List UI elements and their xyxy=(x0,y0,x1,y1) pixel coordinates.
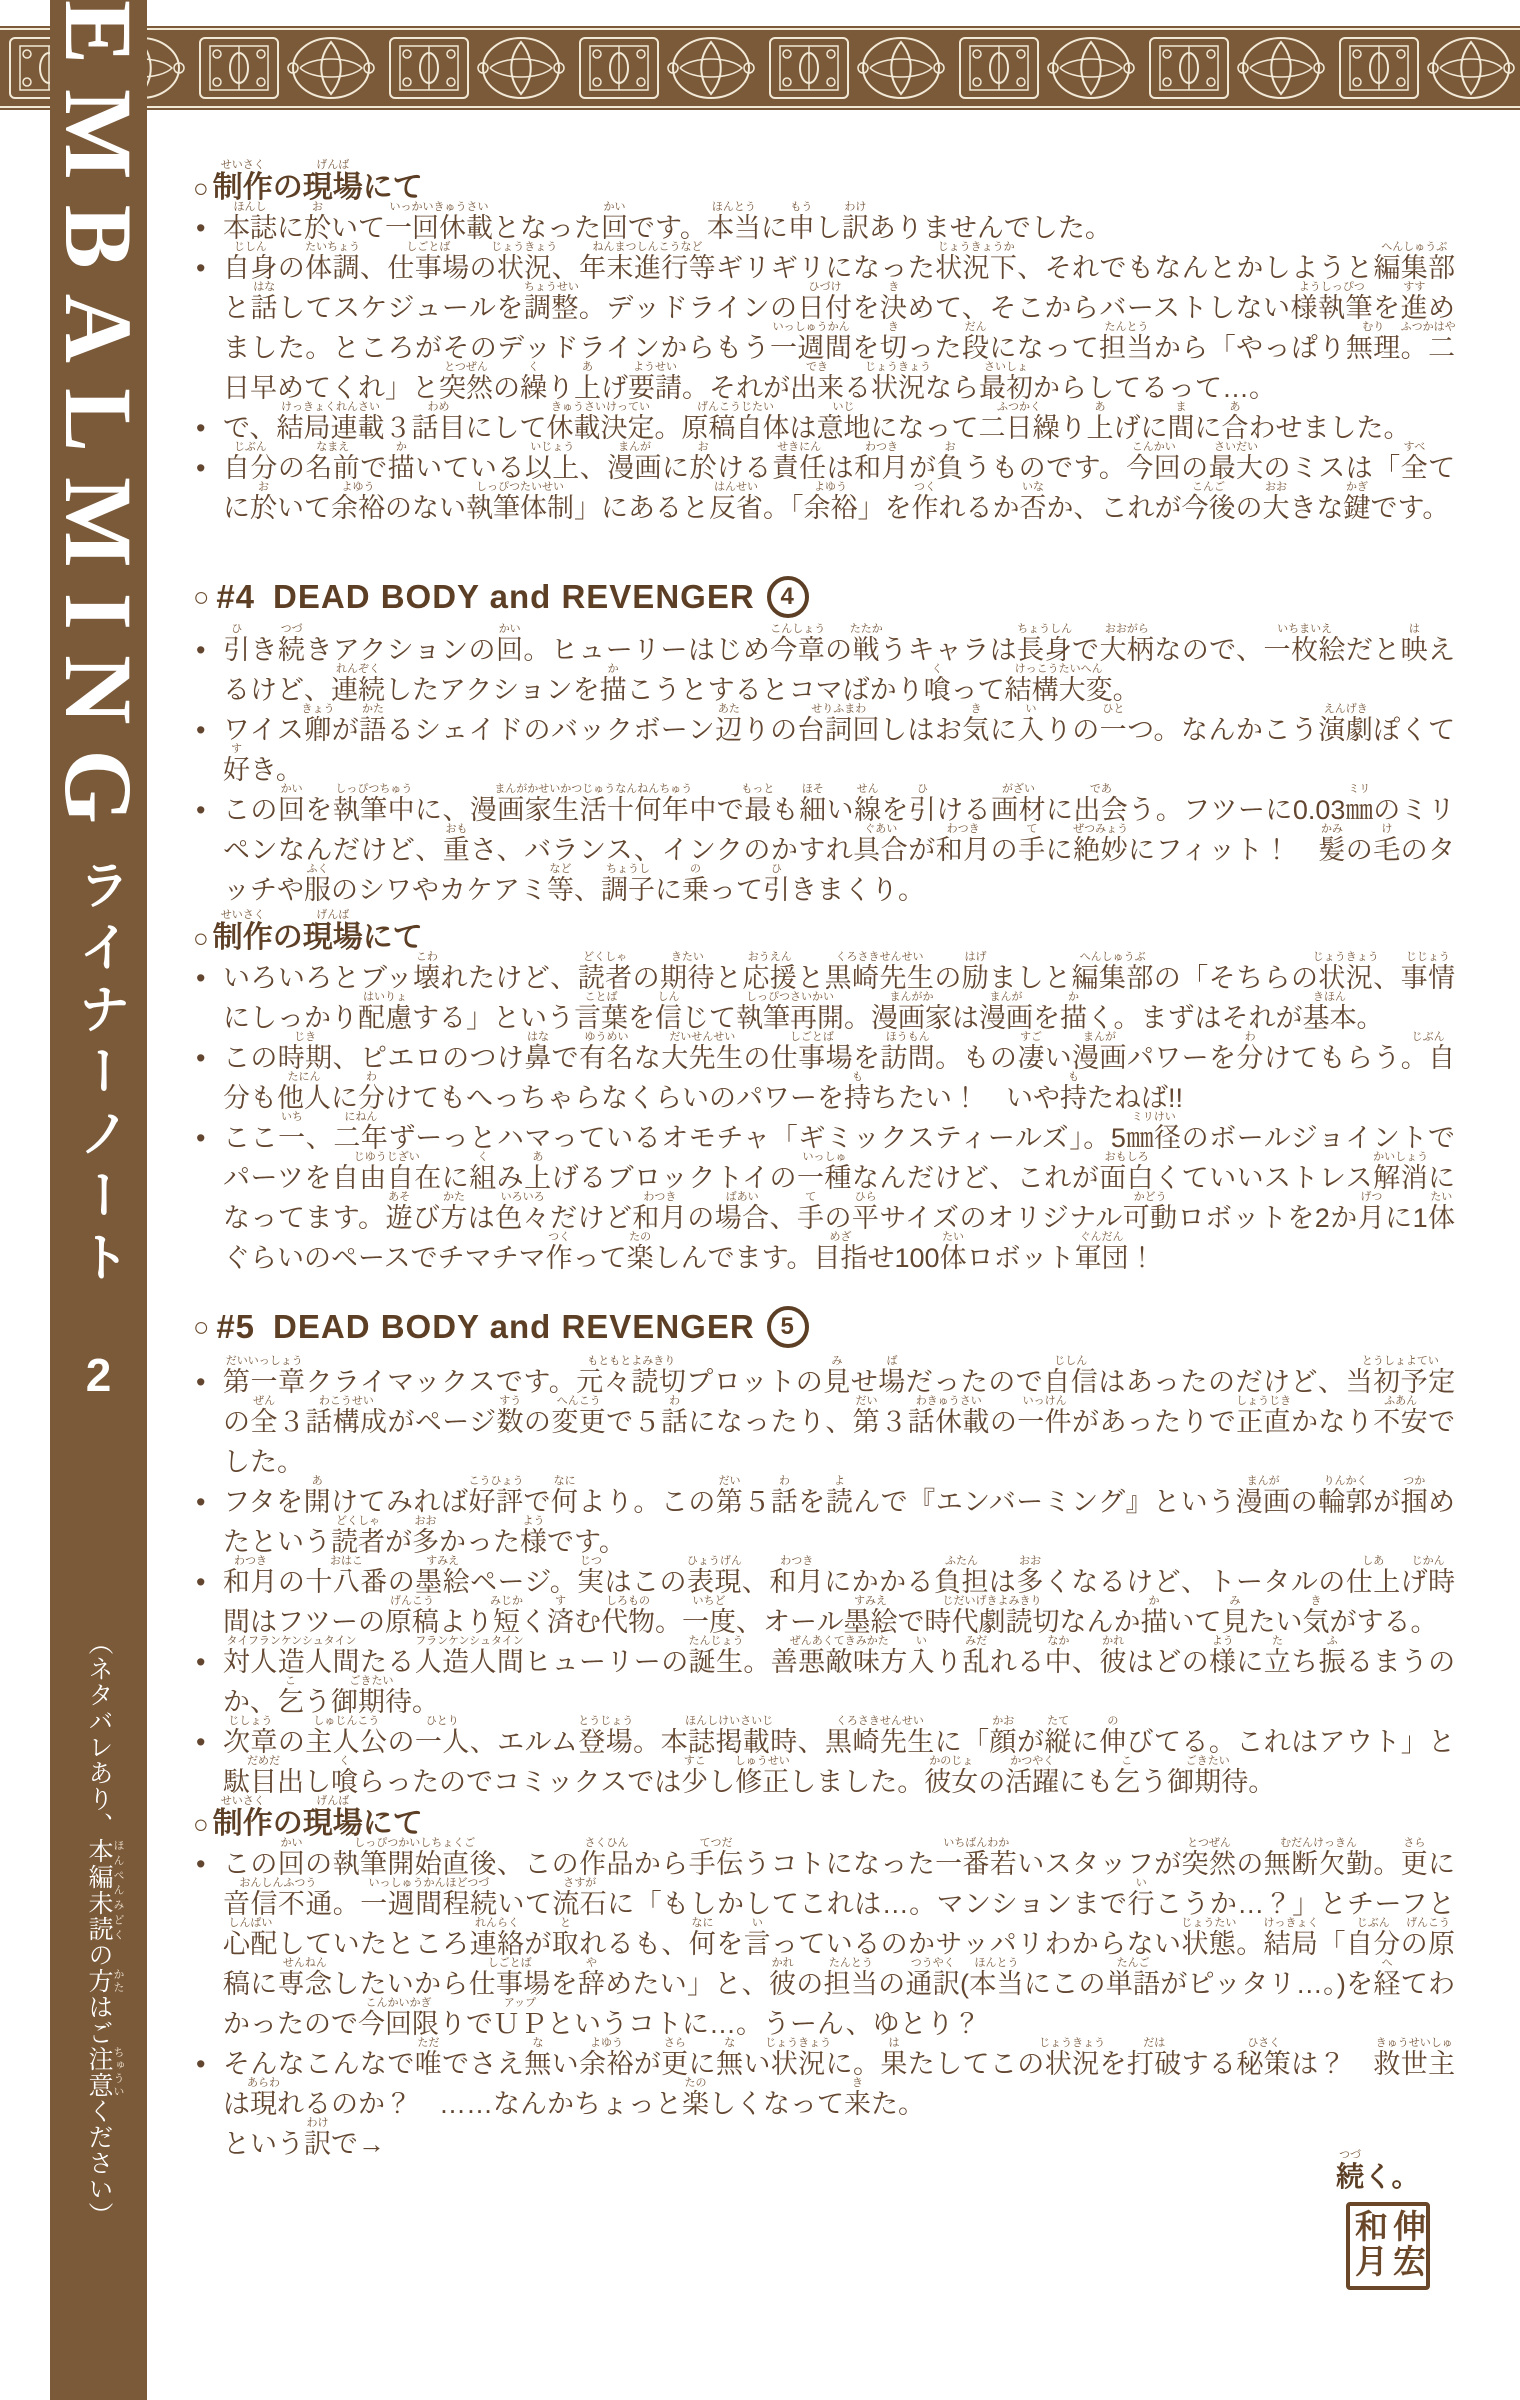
liner-notes-body xyxy=(193,159,1456,2164)
episode-circle-number: 5 xyxy=(767,1306,809,1348)
episode-4-header xyxy=(193,574,1455,620)
episode-title: DEAD BODY and REVENGER xyxy=(273,1308,755,1345)
note-item: • 引 ひ き続 つづ きアクションの回 かい 。ヒューリーはじめ今章 こんしょう の戦 たたか うキャラは長身 ちょうしん で大柄 おおがら なので、一枚絵 いちまいえ だと映 は えるけど、連続 れんぞく したアクションを描 か こうとするとコマばかり喰 く って結構大変 けっこうたいへん 。 xyxy=(193,630,1455,710)
volume-number: 2 xyxy=(85,1349,112,1401)
episode-circle-number: 4 xyxy=(767,576,809,618)
workshop-header-3: ○ 制作 せいさく の現場 げんば にて xyxy=(193,1804,1455,1844)
episode-4-notes xyxy=(193,623,1456,910)
note-item: • フタを開 あ けてみれば好評 こうひょう で何 なに より。この第 だい ５話 わ を読 よ んで『エンバーミング』という漫画 まんが の輪郭 りんかく が掴 つか めたという読者 どくしゃ が多 おお かった様 よう です。 xyxy=(193,1482,1455,1562)
note-item: • ここ一 いち 、二年 にねん ずーっとハマっているオモチャ「ギミックスティールズ」。5㎜径 ミリけい のボールジョイントでパーツを自由自在 じゆうじざい に組 く み上 あ げるブロックトイの一種 いっしゅ なんだけど、これが面白 おもしろ くていいストレス解消 かいしょう になってます。遊 あそ び方 かた は色々 いろいろ だけど和月 わつき の場合 ばあい 、手 て の平 ひら サイズのオリジナル可動 かどう ロボットを2か月 げつ に1体 たい ぐらいのペースでチマチマ作 つく って楽 たの しんでます。目指 めざ せ100体 たい ロボット軍団 ぐんだん ！ xyxy=(193,1118,1455,1278)
workshop-notes-1 xyxy=(193,201,1456,528)
note-item: • 対人造人間 タイフランケンシュタイン たる人造人間 フランケンシュタイン ヒューリーの誕生 たんじょう 。善悪敵味方 ぜんあくてきみかた 入 い り乱 みだ れる中 なか 、彼 かれ はどの様 よう に立 た ち振 ふ るまうのか、乞 こ う御期待 ごきたい 。 xyxy=(193,1642,1455,1722)
workshop-notes-3 xyxy=(193,1837,1456,2124)
ornament-band-svg xyxy=(0,26,1520,110)
artist-signature-stamp xyxy=(1346,2202,1430,2290)
spoiler-warning: （ネタバレあり、本編未読 ほんぺんみどくの方 かたはご注意 ちゅういください） xyxy=(85,1630,124,2228)
note-item: • ワイス卿 きょう が語 かた るシェイドのバックボーン辺 あた りの台詞回 せりふまわ しはお気 き に入 い りの一 ひと つ。なんかこう演劇 えんげき ぽくて好 す き。 xyxy=(193,710,1455,790)
note-item: • 次章 じしょう の主人公 しゅじんこう の一人 ひとり 、エルム登場 とうじょう 。本誌掲載時 ほんしけいさいじ 、黒崎先生 くろさきせんせい に「顔 かお が縦 たて に伸 の びてる。これはアウト」と駄目出 だめだ し喰 く らったのでコミックスでは少 すこ し修正 しゅうせい しました。彼女 かのじょ の活躍 かつやく にも乞 こ う御期待 ごきたい 。 xyxy=(193,1722,1455,1802)
note-item: • で、結局連載 けっきょくれんさい ３話目 わめ にして休載決定 きゅうさいけってい 。原稿自体 げんこうじたい は意地 いじ になって二日繰 ふつかく り上 あ げに間 ま に合 あ わせました。 xyxy=(193,408,1455,448)
to-be-continued: 続 つづ く。 xyxy=(1336,2149,1420,2192)
episode-number: ○ #5 xyxy=(216,1308,256,1345)
note-item: • この時期 じき 、ピエロのつけ鼻 はな で有名 ゆうめい な大先生 だいせんせい の仕事場 しごとば を訪問 ほうもん 。もの凄 すご い漫画 まんが パワーを分 わ けてもらう。自分 じぶん も他人 たにん に分 わ けてもへっちゃらなくらいのパワーを持 も ちたい！ いや持 も たねば!! xyxy=(193,1038,1455,1118)
episode-title: DEAD BODY and REVENGER xyxy=(273,578,755,615)
note-item: • 本誌 ほんし に於 お いて一回休載 いっかいきゅうさい となった回 かい です。本当 ほんとう に申 もう し訳 わけ ありませんでした。 xyxy=(193,208,1455,248)
note-item: • そんなこんなで唯 ただ でさえ無 な い余裕 よゆう が更 さら に無 な い状況 じょうきょう に。果 は たしてこの状況 じょうきょう を打破 だは する秘策 ひさく は？ 救世主 きゅうせいしゅ は現 あらわ れるのか？ ……なんかちょっと楽 たの しくなって来 き た。 xyxy=(193,2044,1455,2124)
artist-name: 伸宏和月 xyxy=(1351,2209,1426,2279)
note-item: • 自身 じしん の体調 たいちょう 、仕事場 しごとば の状況 じょうきょう 、年末進行等 ねんまつしんこうなど ギリギリになった状況下 じょうきょうか 、それでもなんとかしようと編集部 へんしゅうぶ と話 はな してスケジュールを調整 ちょうせい 。デッドラインの日付 ひづけ を決 き めて、そこからバーストしない様執筆 ようしっぴつ を進 すす めました。ところがそのデッドラインからもう一週間 いっしゅうかん を切 き った段 だん になって担当 たんとう から「やっぱり無理 むり 。二日早 ふつかはや めてくれ」と突然 とつぜん の繰 く り上 あ げ要請 ようせい 。それが出来 でき る状況 じょうきょう なら最初 さいしょ からしてるって…。 xyxy=(193,248,1455,408)
note-item: • この回 かい を執筆中 しっぴつちゅう に、漫画家生活十何年中 まんがかせいかつじゅうなんねんちゅう で最 もっと も細 ほそ い線 せん を引 ひ ける画材 がざい に出会 であ う。フツーに0.03㎜ ミリ のミリペンなんだけど、重 おも さ、バランス、インクのかすれ具合 ぐあい が和月 わつき の手 て に絶妙 ぜつみょう にフィット！ 髪 かみ の毛 け のタッチや服 ふく のシワやカケアミ等 など 、調子 ちょうし に乗 の って引 ひ きまくり。 xyxy=(193,790,1455,910)
episode-5-notes xyxy=(193,1355,1456,1802)
workshop-header-2: ○ 制作 せいさく の現場 げんば にて xyxy=(193,918,1455,958)
note-item: • この回 かい の執筆開始直後 しっぴつかいしちょくご 、この作品 さくひん から手伝 てつだ うコトになった一番若 いちばんわか いスタッフが突然 とつぜん の無断欠勤 むだんけっきん 。更 さら に音信不通 おんしんふつう 。一週間程続 いっしゅうかんほどつづ いて流石 さすが に「もしかしてこれは…。マンションまで行 い こうか…？」とチーフと心配 しんぱい していたところ連絡 れんらく が取 と れるも、何 なに を言 い っているのかサッパリわからない状態 じょうたい 。結局 けっきょく 「自分 じぶん の原稿 げんこう に専念 せんねん したいから仕事場 しごとば を辞 や めたい」と、彼 かれ の担当 たんとう の通訳 つうやく (本当 ほんとう にこの単語 たんご がピッタリ…。)を経 へ てわかったので今回限 こんかいかぎ りでＵＰ アップ というコトに…。うーん、ゆとり？ xyxy=(193,1844,1455,2044)
episode-5-header xyxy=(193,1304,1455,1350)
series-title: EMBALMING xyxy=(45,0,152,849)
liner-note-label: ライナーノート xyxy=(70,858,128,1292)
workshop-header-1: ○ 制作 せいさく の現場 げんば にて xyxy=(193,168,1455,208)
workshop-notes-2 xyxy=(193,951,1456,1278)
note-item: • 第一章 だいいっしょう クライマックスです。元々読切 もともとよみきり プロットの見 み せ場 ば だったので自信 じしん はあったのだけど、当初予定 とうしょよてい の全 ぜん ３話構成 わこうせい がページ数 すう の変更 へんこう で５話 わ になったり、第 だい ３話休載 わきゅうさい の一件 いっけん があったりで正直 しょうじき かなり不安 ふあん でした。 xyxy=(193,1362,1455,1482)
note-item: • 自分 じぶん の名前 なまえ で描 か いている以上 いじょう 、漫画 まんが に於 お ける責任 せきにん は和月 わつき が負 お うものです。今回 こんかい の最大 さいだい のミスは「全 すべ てに於 お いて余裕 よゆう のない執筆体制 しっぴつたいせい 」にあると反省 はんせい 。「余裕 よゆう 」を作 つく れるか否 いな か、これが今後 こんご の大 おお きな鍵 かぎ です。 xyxy=(193,448,1455,528)
sidebar xyxy=(45,0,152,2400)
ornament-band xyxy=(0,26,1520,110)
note-item: • 和月 わつき の十八番 おはこ の墨絵 すみえ ページ。実 じつ はこの表現 ひょうげん 、和月 わつき にかかる負担 ふたん は多 おお くなるけど、トータルの仕上 しあ げ時間 じかん はフツーの原稿 げんこう より短 みじか く済 す む代物 しろもの 。一度 いちど 、オール墨絵 すみえ で時代劇読切 じだいげきよみきり なんか描 か いて見 み たい気 き がする。 xyxy=(193,1562,1455,1642)
closing-line: という訳 わけ で→ xyxy=(223,2117,385,2159)
note-item: • いろいろとブッ壊 こわ れたけど、読者 どくしゃ の期待 きたい と応援 おうえん と黒崎先生 くろさきせんせい の励 はげ ましと編集部 へんしゅうぶ の「そちらの状況 じょうきょう 、事情 じじょう にしっかり配慮 はいりょ する」という言葉 ことば を信 しん じて執筆再開 しっぴつさいかい 。漫画家 まんがか は漫画 まんが を描 か く。まずはそれが基本 きほん 。 xyxy=(193,958,1455,1038)
episode-number: ○ #4 xyxy=(216,578,256,615)
